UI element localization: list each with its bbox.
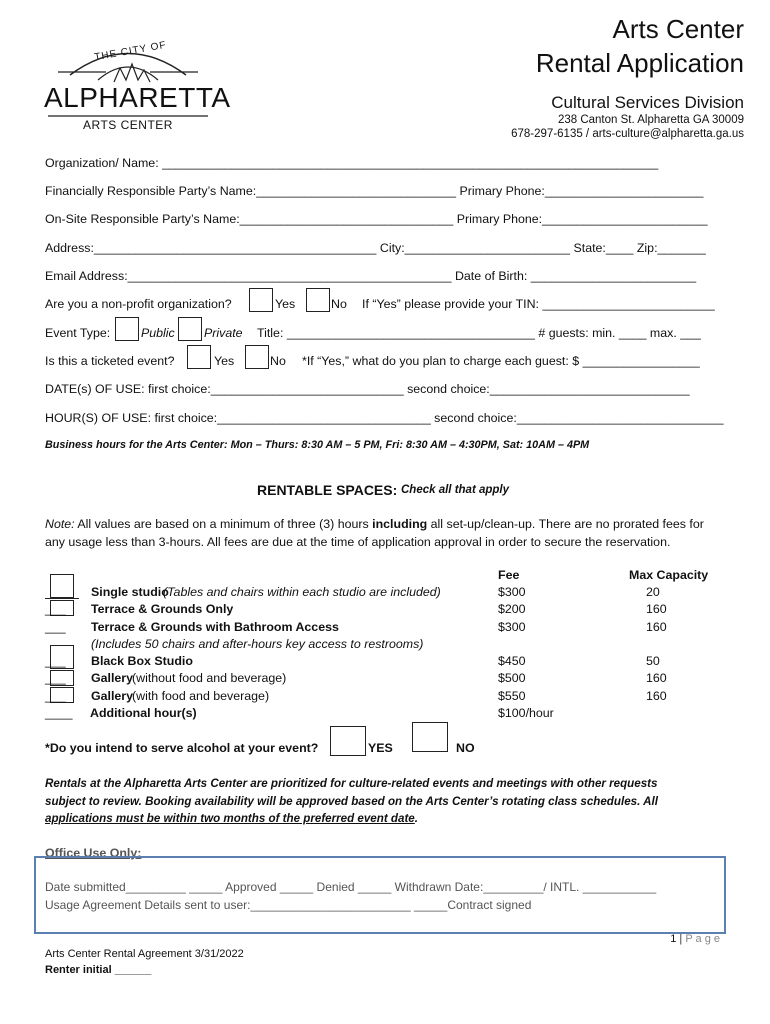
space-capacity: 50 [646, 654, 660, 668]
space-name: Black Box Studio [91, 654, 193, 668]
space-fee: $300 [498, 620, 526, 634]
nonprofit-yes-label: Yes [275, 297, 296, 311]
office-line2: Usage Agreement Details sent to user:________________________ _____Contract signed [45, 898, 532, 912]
ticketed-question: Is this a ticketed event? [45, 354, 175, 368]
dates-field[interactable]: DATE(s) OF USE: first choice:____________________________ second choice:_____________________________ [45, 382, 690, 396]
fee-header: Fee [498, 568, 520, 582]
agreement-version: Arts Center Rental Agreement 3/31/2022 [45, 948, 244, 960]
public-checkbox[interactable] [115, 317, 139, 341]
space-blank: ____ [45, 706, 73, 720]
space-fee: $500 [498, 671, 526, 685]
space-name: Gallery [91, 671, 134, 685]
space-blank: ___ [45, 689, 66, 703]
alcohol-yes-checkbox[interactable] [330, 726, 366, 756]
alcohol-no-checkbox[interactable] [412, 722, 448, 752]
policy-line2: subject to review. Booking availability will be approved based on the Arts Center’s rotating class schedules. All [45, 795, 658, 808]
page-num: 1 [670, 933, 677, 945]
nonprofit-question: Are you a non-profit organization? [45, 297, 232, 311]
policy-period: . [414, 812, 418, 825]
ticketed-yes-label: Yes [214, 354, 235, 368]
form-title-line2: Rental Application [535, 48, 744, 78]
private-checkbox[interactable] [178, 317, 202, 341]
rentable-heading: RENTABLE SPACES: [257, 482, 398, 498]
ticketed-no-checkbox[interactable] [245, 345, 269, 369]
page-number [670, 933, 720, 945]
ticketed-no-label: No [270, 354, 286, 368]
nonprofit-no-label: No [331, 297, 347, 311]
charge-field[interactable]: *If “Yes,” what do you plan to charge each guest: $ _________________ [302, 354, 700, 368]
space-detail: (with food and beverage) [132, 689, 270, 703]
tin-field[interactable]: If “Yes” please provide your TIN: _________________________ [362, 297, 715, 311]
space-capacity: 160 [646, 602, 667, 616]
note-text-a: All values are based on a minimum of three (3) hours [74, 517, 373, 531]
hours-field[interactable]: HOUR(S) OF USE: first choice:_______________________________ second choice:______________________________ [45, 411, 724, 425]
space-detail: (Tables and chairs within each studio are included) [163, 585, 441, 599]
space-blank: ___ [45, 654, 66, 668]
logo-top-text: THE CITY OF [93, 39, 168, 64]
business-hours-note: Business hours for the Arts Center: Mon – Thurs: 8:30 AM – 5 PM, Fri: 8:30 AM – 4:30PM, Sat: 10AM – 4PM [45, 439, 590, 451]
note-text-c: all set-up/clean-up. There are no prorated fees for [427, 517, 704, 531]
address-field[interactable]: Address:_________________________________________ City:________________________ State:____ Zip:_______ [45, 241, 706, 255]
note-label: Note: [45, 517, 75, 531]
financial-party-field[interactable]: Financially Responsible Party’s Name:_____________________________ Primary Phone:_______________________ [45, 184, 704, 198]
logo-sub: ARTS CENTER [83, 118, 173, 132]
space-name: Terrace & Grounds Only [91, 602, 234, 616]
note-line2: any usage less than 3-hours. All fees are due at the time of application approval in order to secure the reservation. [45, 535, 671, 549]
ticketed-yes-checkbox[interactable] [187, 345, 211, 369]
form-title-line1: Arts Center [612, 14, 744, 44]
logo-name: ALPHARETTA [44, 82, 231, 113]
city-logo [40, 39, 231, 140]
nonprofit-no-checkbox[interactable] [306, 288, 330, 312]
office-line1: Date submitted_________ _____ Approved _____ Denied _____ Withdrawn Date:_________/ INTL. ___________ [45, 880, 657, 894]
event-type-label: Event Type: [45, 326, 111, 340]
office-use-heading: Office Use Only: [45, 846, 142, 860]
alcohol-no-label: NO [456, 741, 475, 755]
space-detail: (Includes 50 chairs and after-hours key access to restrooms) [91, 637, 424, 651]
renter-initial[interactable]: Renter initial ______ [45, 964, 152, 976]
email-field[interactable]: Email Address:_______________________________________________ Date of Birth: ________________________ [45, 269, 697, 283]
space-fee: $450 [498, 654, 526, 668]
organization-field[interactable]: Organization/ Name: ________________________________________________________________________ [45, 156, 659, 170]
space-capacity: 160 [646, 689, 667, 703]
page-sep: | [676, 933, 686, 945]
space-blank: ___ [45, 671, 66, 685]
policy-deadline: applications must be within two months of the preferred event date [45, 812, 415, 825]
space-capacity: 160 [646, 620, 667, 634]
space-blank: ___ [45, 620, 66, 634]
private-label: Private [204, 326, 243, 340]
office-use-box [34, 856, 726, 934]
space-name: Terrace & Grounds with Bathroom Access [91, 620, 339, 634]
alcohol-yes-label: YES [368, 741, 393, 755]
space-name: Additional hour(s) [90, 706, 197, 720]
space-fee: $550 [498, 689, 526, 703]
space-capacity: 20 [646, 585, 660, 599]
division-contact: 678-297-6135 / arts-culture@alpharetta.ga.us [511, 128, 744, 140]
policy-line1: Rentals at the Alpharetta Arts Center are prioritized for culture-related events and meetings with other requests [45, 777, 658, 790]
page-word: P a g e [685, 933, 720, 945]
space-name: Gallery [91, 689, 134, 703]
onsite-party-field[interactable]: On-Site Responsible Party’s Name:_______________________________ Primary Phone:________________________ [45, 212, 708, 226]
space-detail: (without food and beverage) [132, 671, 287, 685]
capacity-header: Max Capacity [629, 568, 709, 582]
space-fee: $300 [498, 585, 526, 599]
space-fee: $200 [498, 602, 526, 616]
single-studio-checkbox[interactable] [50, 574, 74, 598]
note-including: including [372, 517, 428, 531]
public-label: Public [141, 326, 175, 340]
alcohol-question: *Do you intend to serve alcohol at your event? [45, 741, 319, 755]
note-line1 [45, 517, 704, 531]
policy-line3 [45, 812, 418, 825]
division-address: 238 Canton St. Alpharetta GA 30009 [557, 114, 744, 126]
space-blank: ___ [45, 602, 66, 616]
nonprofit-yes-checkbox[interactable] [249, 288, 273, 312]
check-all-note: Check all that apply [401, 484, 510, 496]
division-name: Cultural Services Division [551, 93, 744, 112]
checkbox-underline [45, 598, 79, 599]
space-capacity: 160 [646, 671, 667, 685]
event-title-field[interactable]: Title: ____________________________________ # guests: min. ____ max. ___ [257, 326, 701, 340]
space-name: Single studio [91, 585, 169, 599]
space-fee: $100/hour [498, 706, 554, 720]
